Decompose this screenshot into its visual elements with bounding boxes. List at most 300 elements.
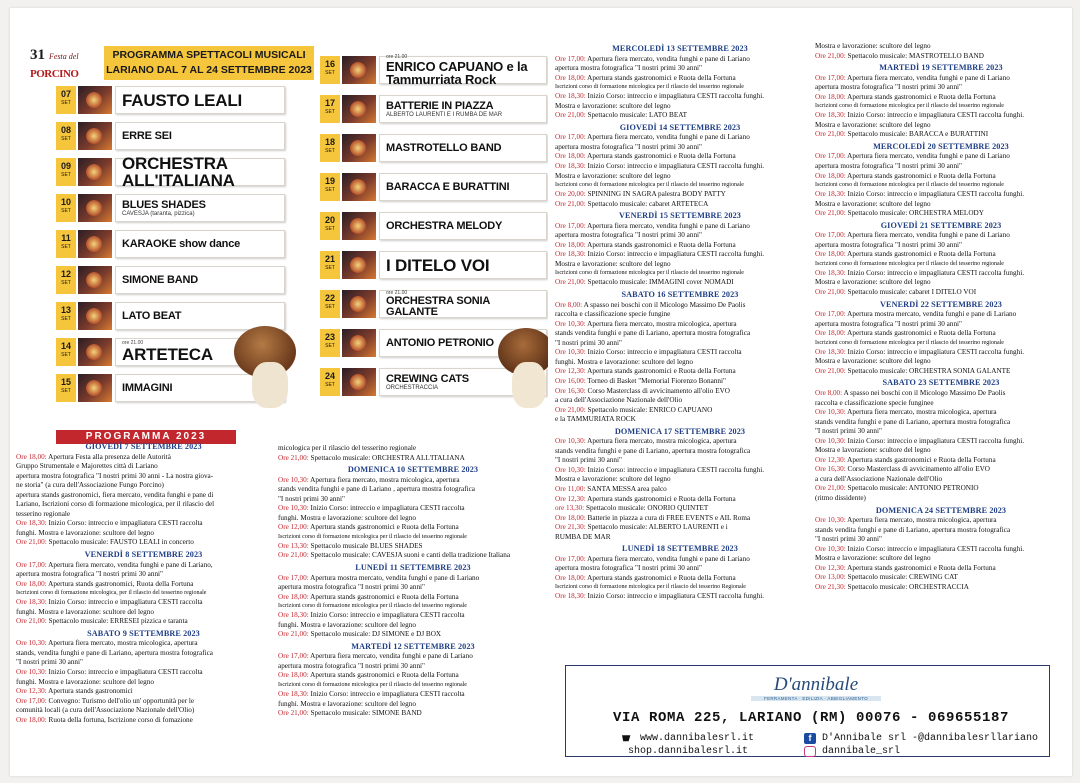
event-text: Ruota della fortuna, Iscrizione corso di fomazione bbox=[48, 715, 193, 724]
event-text: Spettacolo musicale: MASTROTELLO BAND bbox=[847, 51, 984, 60]
event-text: Apertura stands gastronomici e Ruota della Fortuna bbox=[310, 671, 459, 680]
dannibale-logo bbox=[751, 674, 881, 704]
event-text: Mostra e lavorazione: scultore del legno bbox=[815, 357, 931, 366]
event-time: Ore 18,00: bbox=[16, 715, 47, 724]
brand-name: D'annibale bbox=[773, 674, 859, 695]
artist-photo bbox=[342, 173, 376, 201]
sponsor-address: VIA ROMA 225, LARIANO (RM) 00076 - 069655187 bbox=[612, 710, 1010, 726]
event-time: Ore 21,00: bbox=[815, 130, 846, 139]
program-line bbox=[555, 495, 805, 505]
event-text: Mostra e lavorazione: scultore del legno bbox=[815, 554, 931, 563]
event-text: Apertura stands gastronomici e Ruota della Fortuna bbox=[847, 92, 996, 101]
artist-panel bbox=[115, 194, 285, 222]
program-line bbox=[815, 190, 1067, 200]
artist-photo bbox=[342, 368, 376, 396]
event-text: apertura mostra fotografica "I nostri primi 30 anni" bbox=[278, 661, 425, 670]
program-line bbox=[278, 621, 548, 631]
event-time: Ore 21,00: bbox=[16, 538, 47, 547]
program-line bbox=[16, 678, 271, 688]
event-time: Ore 12,30: bbox=[815, 563, 846, 572]
program-line bbox=[815, 535, 1067, 545]
poster-entry bbox=[320, 249, 547, 281]
artist-name: BARACCA E BURATTINI bbox=[386, 180, 510, 193]
event-time: Ore 12,30: bbox=[815, 455, 846, 464]
program-line bbox=[815, 42, 1067, 52]
program-line bbox=[555, 55, 805, 65]
facebook-handle[interactable]: D'Annibale srl -@dannibalesrllariano bbox=[822, 733, 1039, 744]
event-time: Ore 21,00: bbox=[16, 617, 47, 626]
program-line bbox=[16, 706, 271, 716]
event-time: Ore 18,30: bbox=[278, 690, 309, 699]
event-text: Lariano, Iscrizioni corso di formazione micologica, per il rilascio del bbox=[16, 500, 215, 509]
event-time: Ore 10,30: bbox=[278, 475, 309, 484]
day-heading: VENERDÌ 8 SETTEMBRE 2023 bbox=[84, 550, 203, 560]
event-text: "I nostri primi 30 anni" bbox=[16, 658, 83, 667]
artist-panel bbox=[379, 212, 547, 240]
event-text: Spettacolo musicale: BARACCA e BURATTINI bbox=[847, 130, 989, 139]
artist-photo bbox=[342, 95, 376, 123]
event-time: Ore 21,00: bbox=[555, 199, 586, 208]
day-heading: LUNEDÌ 18 SETTEMBRE 2023 bbox=[622, 544, 738, 554]
program-line bbox=[278, 476, 548, 486]
event-time: Ore 18,30: bbox=[16, 598, 47, 607]
event-text: Apertura stands gastronomici e Ruota della Fortuna bbox=[587, 73, 736, 82]
program-line bbox=[278, 662, 548, 672]
course-note: Iscrizioni corso di formazione micologica per il rilascio del tesserino regionale bbox=[278, 682, 467, 689]
event-text: Mostra e lavorazione: scultore del legno bbox=[815, 199, 931, 208]
program-line bbox=[555, 592, 805, 602]
artist-panel bbox=[379, 290, 547, 318]
event-text: Spettacolo musicale: FAUSTO LEALI in concerto bbox=[48, 538, 194, 547]
event-text: funghi. Mostra e lavorazione: scultore del legno bbox=[555, 357, 693, 366]
event-text: Torneo di Basket "Memorial Fiorenzo Bonanni" bbox=[587, 376, 726, 385]
event-text: funghi. Mostra e lavorazione: scultore del legno bbox=[278, 513, 416, 522]
program-line bbox=[16, 697, 271, 707]
poster-entry bbox=[56, 264, 285, 296]
event-text: Apertura stands gastronomici e Ruota della Fortuna bbox=[587, 152, 736, 161]
event-text: Mostra e lavorazione: scultore del legno bbox=[555, 101, 671, 110]
event-time: Ore 18,00: bbox=[16, 579, 47, 588]
artist-panel bbox=[115, 154, 285, 190]
event-text: RUMBA DE MAR bbox=[555, 532, 611, 541]
mushroom-stem-illustration-right bbox=[512, 362, 546, 408]
date-day: 20 bbox=[324, 215, 335, 225]
artist-name: ORCHESTRA ALL'ITALIANA bbox=[122, 154, 235, 190]
event-time: Ore 21,00: bbox=[278, 630, 309, 639]
date-month: SET bbox=[325, 70, 335, 76]
program-line bbox=[815, 52, 1067, 62]
program-line bbox=[555, 466, 805, 476]
program-line bbox=[278, 690, 548, 700]
program-line bbox=[16, 580, 271, 590]
event-time: Ore 16,30: bbox=[815, 465, 846, 474]
program-column-3 bbox=[555, 42, 805, 652]
event-time: Ore 16,00: bbox=[555, 376, 586, 385]
program-line bbox=[815, 250, 1067, 260]
artist-panel bbox=[115, 266, 285, 294]
event-time: Ore 21,00: bbox=[815, 366, 846, 375]
program-line bbox=[555, 504, 805, 514]
day-heading: GIOVEDÌ 21 SETTEMBRE 2023 bbox=[880, 220, 1002, 230]
program-line bbox=[815, 573, 1067, 583]
website-link[interactable]: www.dannibalesrl.it bbox=[640, 733, 755, 744]
event-time: Ore 21,00: bbox=[555, 405, 586, 414]
artist-name: CREWING CATS bbox=[386, 372, 469, 385]
event-time: Ore 21,00: bbox=[815, 209, 846, 218]
artist-name: ORCHESTRA MELODY bbox=[386, 219, 503, 232]
sponsor-advertisement bbox=[565, 665, 1050, 757]
event-time: Ore 10,30: bbox=[16, 639, 47, 648]
program-line bbox=[815, 209, 1067, 219]
instagram-icon bbox=[804, 746, 816, 757]
program-line bbox=[555, 377, 805, 387]
event-text: "I nostri primi 30 anni" bbox=[815, 535, 882, 544]
artist-name: ANTONIO PETRONIO bbox=[386, 336, 494, 349]
date-badge bbox=[56, 302, 76, 330]
date-badge bbox=[320, 212, 340, 240]
event-text: Mostra e lavorazione: scultore del legno bbox=[555, 171, 671, 180]
event-text: stands vendita funghi e pane di Lariano, apertura mostra fotografica bbox=[815, 525, 1011, 534]
program-line bbox=[278, 593, 548, 603]
program-line bbox=[555, 260, 805, 270]
program-line bbox=[555, 555, 805, 565]
program-line bbox=[815, 367, 1067, 377]
event-time: Ore 10,30: bbox=[815, 408, 846, 417]
event-text: Apertura stands gastronomici e Ruota della Fortuna bbox=[587, 240, 736, 249]
event-text: funghi. Mostra e lavorazione: scultore del legno bbox=[278, 620, 416, 629]
event-text: Corso Masterclass di avvicinamento all'olio EVO bbox=[847, 465, 990, 474]
program-line bbox=[815, 121, 1067, 131]
event-text: Apertura mostra mercato, vendita funghi e pane di Lariano bbox=[847, 310, 1017, 319]
banner-line-2: LARIANO DAL 7 AL 24 SETTEMBRE 2023 bbox=[106, 64, 312, 76]
event-text: stands vendita funghi e pane di Lariano , apertura mostra fotografica bbox=[278, 485, 475, 494]
artist-panel bbox=[379, 95, 547, 123]
program-line bbox=[16, 668, 271, 678]
event-text: Spettacolo musicale: LATO BEAT bbox=[587, 111, 688, 120]
program-line bbox=[815, 329, 1067, 339]
event-text: Spettacolo musicale: cabaret ARTETECA bbox=[587, 199, 709, 208]
artist-name: IMMAGINI bbox=[122, 381, 173, 394]
course-note: Iscrizioni corso di formazione micologica per il rilascio del tesserino regionale bbox=[278, 533, 467, 540]
program-line bbox=[555, 447, 805, 457]
event-text: A spasso nei boschi con il Micologo Massimo De Paolis bbox=[583, 300, 746, 309]
event-text: Apertura fiera mercato, vendita funghi e pane di Lariano bbox=[587, 554, 750, 563]
program-line bbox=[815, 288, 1067, 298]
event-text: raccolta e classificazione specie fungine bbox=[555, 310, 671, 319]
course-note: Iscrizioni corso di formazione micologica per il rilascio del tesserino regionale bbox=[555, 182, 744, 189]
event-text: Inizio Corso: intreccio e impagliatura CESTI raccolta funghi. bbox=[847, 544, 1024, 553]
event-text: Apertura fiera mercato, mostra micologica, apertura bbox=[310, 475, 460, 484]
event-time: Ore 17,00: bbox=[815, 310, 846, 319]
event-time: Ore 12,30: bbox=[555, 494, 586, 503]
program-line bbox=[16, 472, 271, 482]
program-line bbox=[555, 523, 805, 533]
artist-photo bbox=[342, 329, 376, 357]
date-badge bbox=[320, 95, 340, 123]
course-note: Iscrizioni corso di formazione micologica per il rilascio del tesserino regionale bbox=[555, 270, 744, 277]
date-day: 17 bbox=[324, 98, 335, 108]
program-line bbox=[555, 231, 805, 241]
event-time: Ore 18,00: bbox=[555, 73, 586, 82]
artist-photo bbox=[78, 338, 112, 366]
program-line bbox=[16, 453, 271, 463]
course-note: Iscrizioni corso di formazione micologica per il rilascio del tesserino Regionale bbox=[555, 584, 746, 591]
event-text: Spettacolo musicale: SIMONE BAND bbox=[310, 709, 422, 718]
event-time: Ore 12,00: bbox=[278, 523, 309, 532]
event-text: Inizio Corso: intreccio e impagliatura CESTI raccolta funghi. bbox=[847, 347, 1024, 356]
event-text: Inizio Corso: intreccio e impagliatura CESTI raccolta funghi. bbox=[587, 162, 764, 171]
event-text: stands vendita funghi e pane di Lariano, apertura mostra fotografica bbox=[555, 329, 751, 338]
program-line bbox=[555, 358, 805, 368]
event-text: Apertura mostra mercato, vendita funghi e pane di Lariano bbox=[310, 573, 480, 582]
program-line bbox=[555, 278, 805, 288]
artist-photo bbox=[78, 374, 112, 402]
course-note: Iscrizioni corso di formazione micologica per il rilascio del tesserino regionale bbox=[815, 339, 1004, 346]
program-line bbox=[16, 561, 271, 571]
day-heading: SABATO 9 SETTEMBRE 2023 bbox=[87, 628, 200, 638]
day-heading: GIOVEDÌ 14 SETTEMBRE 2023 bbox=[619, 122, 741, 132]
event-text: "I nostri primi 30 anni" bbox=[815, 427, 882, 436]
event-text: stands, vendita funghi e pane di Lariano, apertura mostra fotografica bbox=[16, 648, 213, 657]
event-time: Ore 21,00: bbox=[815, 288, 846, 297]
artist-name: FAUSTO LEALI bbox=[122, 90, 243, 110]
shop-link[interactable]: shop.dannibalesrl.it bbox=[628, 746, 749, 757]
course-note: Iscrizioni corso di formazione micologica per il rilascio del tesserino regionale bbox=[815, 182, 1004, 189]
program-line bbox=[555, 111, 805, 121]
event-text: Spettacolo musicale: ERRESEI pizzica e taranta bbox=[48, 617, 188, 626]
date-day: 07 bbox=[60, 89, 71, 99]
program-line bbox=[555, 133, 805, 143]
date-month: SET bbox=[325, 304, 335, 310]
program-line bbox=[555, 387, 805, 397]
event-time: Ore 18,30: bbox=[815, 111, 846, 120]
event-text: apertura mostra fotografica "I nostri primi 30 anni" bbox=[555, 142, 702, 151]
program-line bbox=[555, 533, 805, 543]
event-time: Ore 21,00: bbox=[815, 484, 846, 493]
program-line bbox=[815, 399, 1067, 409]
program-line bbox=[555, 475, 805, 485]
date-day: 23 bbox=[324, 332, 335, 342]
program-line bbox=[815, 74, 1067, 84]
event-time: Ore 21,30: bbox=[815, 582, 846, 591]
program-line bbox=[16, 500, 271, 510]
edition-number: 31 bbox=[30, 47, 45, 63]
show-time: ore 21.00 bbox=[122, 340, 144, 346]
event-text: Apertura Festa alla presenza delle Autorità bbox=[48, 452, 171, 461]
program-line bbox=[555, 241, 805, 251]
program-line bbox=[16, 639, 271, 649]
event-time: Ore 18,30: bbox=[815, 190, 846, 199]
event-text: Apertura fiera mercato, mostra micologica, apertura bbox=[587, 319, 737, 328]
date-month: SET bbox=[61, 172, 71, 178]
artist-name: I DITELO VOI bbox=[386, 255, 490, 275]
event-text: apertura mostra fotografica "I nostri primi 30 anni - La nostra giova- bbox=[16, 471, 214, 480]
date-badge bbox=[56, 338, 76, 366]
event-text: Spettacolo musicale: ORCHESTRA SONIA GALANTE bbox=[847, 366, 1011, 375]
program-column-2 bbox=[278, 444, 548, 758]
event-text: a cura dell'Associazione Nazionale dell'Olio bbox=[555, 396, 683, 405]
program-line bbox=[16, 570, 271, 580]
program-line bbox=[815, 111, 1067, 121]
program-line bbox=[815, 564, 1067, 574]
artist-photo bbox=[78, 158, 112, 186]
event-text: Spettacolo musicale: ONORIO QUINTET bbox=[585, 504, 709, 513]
event-text: Inizio Corso: intreccio e impagliatura CESTI raccolta bbox=[48, 519, 203, 528]
event-text: funghi. Mostra e lavorazione: scultore del legno bbox=[278, 699, 416, 708]
date-badge bbox=[56, 266, 76, 294]
program-line bbox=[16, 491, 271, 501]
date-month: SET bbox=[61, 100, 71, 106]
event-time: Ore 21,00: bbox=[278, 709, 309, 718]
event-text: comunità locali (a cura dell'Associazione Nazionale dell'Olio) bbox=[16, 706, 195, 715]
event-time: Ore 10,30: bbox=[278, 504, 309, 513]
event-time: Ore 18,00: bbox=[278, 671, 309, 680]
event-time: Ore 17,00: bbox=[815, 231, 846, 240]
date-badge bbox=[320, 173, 340, 201]
program-line bbox=[815, 172, 1067, 182]
event-text: Inizio Corso: intreccio e impagliatura CESTI raccolta bbox=[48, 668, 203, 677]
event-text: stands vendita funghi e pane di Lariano, apertura mostra fotografica bbox=[555, 446, 751, 455]
event-time: Ore 18,30: bbox=[555, 250, 586, 259]
event-text: SANTA MESSA area palco bbox=[587, 484, 667, 493]
instagram-handle[interactable]: dannibale_srl bbox=[822, 746, 901, 757]
program-line bbox=[278, 583, 548, 593]
program-line bbox=[16, 598, 271, 608]
event-time: Ore 10,30: bbox=[555, 348, 586, 357]
program-line bbox=[278, 709, 548, 719]
event-time: Ore 18,00: bbox=[555, 240, 586, 249]
date-day: 18 bbox=[324, 137, 335, 147]
event-time: Ore 21,00: bbox=[555, 278, 586, 287]
program-line bbox=[278, 495, 548, 505]
event-time: Ore 18,30: bbox=[16, 519, 47, 528]
program-line bbox=[815, 408, 1067, 418]
event-time: ore 13,30: bbox=[555, 504, 585, 513]
event-text: Spettacolo musicale: cabaret I DITELO VOI bbox=[847, 288, 977, 297]
date-day: 24 bbox=[324, 371, 335, 381]
event-time: Ore 18,00: bbox=[555, 573, 586, 582]
artist-panel bbox=[379, 53, 547, 87]
event-text: Inizio Corso: intreccio e impagliatura CESTI raccolta funghi. bbox=[587, 465, 764, 474]
event-text: Apertura stands gastronomici e Ruota della Fortuna bbox=[847, 563, 996, 572]
event-time: Ore 10,30: bbox=[555, 437, 586, 446]
website-line bbox=[622, 733, 754, 744]
event-text: Inizio Corso: intreccio e impagliatura CESTI raccolta bbox=[48, 598, 203, 607]
artist-name: BATTERIE IN PIAZZA bbox=[386, 99, 494, 112]
program-line bbox=[815, 475, 1067, 485]
event-text: apertura mostra fotografica "I nostri primi 30 anni" bbox=[555, 64, 702, 73]
artist-subtitle: CAVESJA (taranta, pizzica) bbox=[122, 210, 195, 217]
event-time: Ore 8,00: bbox=[555, 300, 583, 309]
event-text: Apertura fiera mercato, vendita funghi e pane di Lariano bbox=[587, 133, 750, 142]
program-line bbox=[16, 608, 271, 618]
event-text: Spettacolo musicale: CAVESJA suoni e canti della tradizione Italiana bbox=[310, 551, 511, 560]
event-time: Ore 12,30: bbox=[555, 367, 586, 376]
event-text: apertura mostra fotografica "I nostri primi 30 anni" bbox=[555, 564, 702, 573]
event-time: Ore 18,30: bbox=[278, 611, 309, 620]
program-line bbox=[815, 465, 1067, 475]
event-text: Apertura stands gastronomici e Ruota della Fortuna bbox=[587, 494, 736, 503]
date-month: SET bbox=[61, 316, 71, 322]
day-heading: MARTEDÌ 19 SETTEMBRE 2023 bbox=[879, 63, 1003, 73]
event-text: raccolta e classificazione specie funginee bbox=[815, 398, 934, 407]
date-month: SET bbox=[325, 109, 335, 115]
event-text: apertura mostra fotografica "I nostri primi 30 anni" bbox=[16, 570, 163, 579]
artist-name: SIMONE BAND bbox=[122, 273, 199, 286]
program-line bbox=[278, 542, 548, 552]
event-text: apertura mostra fotografica "I nostri primi 30 anni" bbox=[278, 583, 425, 592]
program-line bbox=[815, 269, 1067, 279]
event-time: Ore 18,00: bbox=[815, 171, 846, 180]
event-text: Spettacolo musicale: ANTONIO PETRONIO bbox=[847, 484, 979, 493]
event-time: Ore 17,00: bbox=[555, 54, 586, 63]
event-time: Ore 17,00: bbox=[16, 560, 47, 569]
program-line bbox=[555, 320, 805, 330]
program-line bbox=[555, 92, 805, 102]
program-line bbox=[555, 162, 805, 172]
event-text: Inizio Corso: intreccio e impagliatura CESTI raccolta funghi. bbox=[587, 592, 764, 601]
event-text: apertura mostra fotografica "I nostri primi 30 anni" bbox=[815, 162, 962, 171]
event-text: Apertura fiera mercato, vendita funghi e pane di Lariano bbox=[587, 54, 750, 63]
event-text: "I nostri primi 30 anni" bbox=[555, 338, 622, 347]
day-heading: MARTEDÌ 12 SETTEMBRE 2023 bbox=[351, 641, 475, 651]
poster-entry bbox=[56, 120, 285, 152]
program-line bbox=[815, 484, 1067, 494]
program-line bbox=[555, 574, 805, 584]
event-text: "I nostri primi 30 anni" bbox=[555, 456, 622, 465]
poster-entry bbox=[56, 228, 285, 260]
program-title: PROGRAMMA 2023 bbox=[56, 430, 236, 444]
event-text: tesserino regionale bbox=[16, 509, 71, 518]
event-time: Ore 10,30: bbox=[16, 668, 47, 677]
day-heading: DOMENICA 17 SETTEMBRE 2023 bbox=[614, 426, 746, 436]
event-time: Ore 13,30: bbox=[278, 541, 309, 550]
program-line bbox=[555, 222, 805, 232]
event-text: Mostra e lavorazione: scultore del legno bbox=[815, 278, 931, 287]
program-line bbox=[555, 396, 805, 406]
day-heading: SABATO 23 SETTEMBRE 2023 bbox=[882, 378, 1000, 388]
event-time: Ore 10,30: bbox=[815, 544, 846, 553]
date-day: 15 bbox=[60, 377, 71, 387]
event-text: Inizio Corso: intreccio e impagliatura CESTI raccolta funghi. bbox=[847, 111, 1024, 120]
event-text: Inizio Corso: intreccio e impagliatura CESTI raccolta bbox=[310, 611, 465, 620]
program-line bbox=[278, 574, 548, 584]
event-text: Apertura stands gastronomici e Ruota della Fortuna bbox=[310, 523, 459, 532]
program-column-1 bbox=[16, 440, 271, 758]
program-line bbox=[555, 64, 805, 74]
event-text: apertura mostra fotografica "I nostri primi 30 anni" bbox=[555, 231, 702, 240]
course-note: Iscrizioni corso di formazione micologica, per il rilascio del tesserino regionale bbox=[16, 590, 207, 597]
program-line bbox=[815, 231, 1067, 241]
instagram-line bbox=[804, 746, 900, 757]
date-month: SET bbox=[325, 265, 335, 271]
program-line bbox=[278, 611, 548, 621]
event-text: Spettacolo musicale: ORCHESTRACCIA bbox=[847, 582, 969, 591]
date-month: SET bbox=[61, 280, 71, 286]
event-text: apertura mostra fotografica "I nostri primi 30 anni" bbox=[815, 83, 962, 92]
day-heading: MERCOLEDÌ 13 SETTEMBRE 2023 bbox=[612, 44, 748, 53]
facebook-icon: f bbox=[804, 733, 816, 744]
program-line bbox=[16, 538, 271, 548]
event-time: Ore 20,00: bbox=[555, 190, 586, 199]
program-line bbox=[555, 329, 805, 339]
date-badge bbox=[320, 368, 340, 396]
festa-label: Festa del bbox=[49, 52, 79, 61]
program-line bbox=[815, 162, 1067, 172]
program-line bbox=[815, 93, 1067, 103]
music-program-poster bbox=[28, 44, 548, 408]
event-time: Ore 10,30: bbox=[555, 319, 586, 328]
